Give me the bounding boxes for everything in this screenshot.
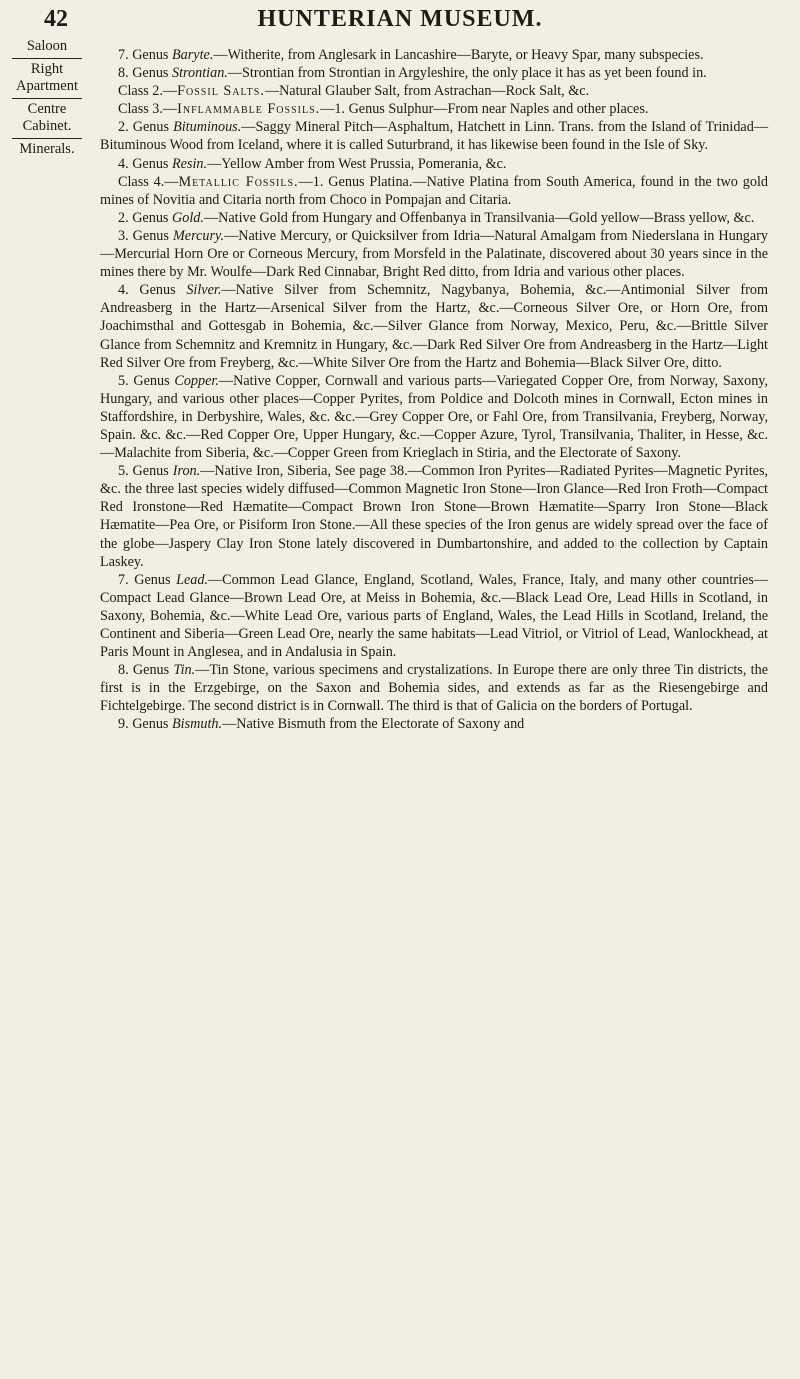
paragraph: 4. Genus Resin.—Yellow Amber from West Prussia, Pomerania, &c. (118, 155, 507, 172)
paragraph: 7. Genus Baryte.—Witherite, from Anglesark in Lancashire—Baryte, or Heavy Spar, many subspecies. (118, 47, 704, 63)
paragraph: 8. Genus Strontian.—Strontian from Strontian in Argyleshire, the only place it has as yet been found in. (118, 65, 707, 82)
margin-note-saloon: Saloon (26, 38, 68, 54)
page-number: 42 (44, 6, 68, 32)
paragraph: 5. Genus Copper.—Native Copper, Cornwall and various parts—Variegated Copper Ore, from Norway, Saxony, Hungary, and various other places—Copper Pyrites, from Poldice and Dolcoth mines in Cornwall, Ecton mines in Staffordshire, in Derbyshire, Wales, &c. &c.—Grey Copper Ore, or Fahl Ore, from Transilvania, Freyberg, Norway, Spain. &c. &c.—Red Copper Ore, Upper Hungary, &c.—Copper Azure, Tyrol, Transilvania, Thaliter, in Hesse, &c.—Malachite from Siberia, &c.—Copper Green from Krieglach in Stiria, and the Electorate of Saxony. (100, 372, 769, 462)
margin-rule (12, 138, 82, 139)
paragraph: 3. Genus Mercury.—Native Mercury, or Quicksilver from Idria—Natural Amalgam from Niederslana in Hungary—Mercurial Horn Ore or Corneous Mercury, from Morsfeld in the Palatinate, discovered about 30 years since in the mines there by Mr. Woulfe—Dark Red Cinnabar, Bright Red ditto, from Idria and various other places. (100, 227, 769, 281)
margin-note-right-apartment: Right Apartment (15, 61, 78, 94)
margin-rule (12, 58, 82, 59)
margin-note-centre-cabinet: Centre Cabinet. (22, 101, 72, 134)
paragraph: Class 2.—Fossil Salts.—Natural Glauber Salt, from Astrachan—Rock Salt, &c. (118, 83, 590, 100)
margin-rule (12, 98, 82, 99)
paragraph: 7. Genus Lead.—Common Lead Glance, England, Scotland, Wales, France, Italy, and many other countries—Compact Lead Glance—Brown Lead Ore, at Meiss in Bohemia, &c.—Black Lead Ore, Lead Hills in Scotland, in Saxony, Bohemia, &c.—White Lead Ore, various parts of England, Wales, the Lead Hills in Scotland, Ireland, the Continent and Siberia—Green Lead Ore, nearly the same habitats—Lead Vitriol, or Vitriol of Lead, Wanlockhead, at Paris Mount in Anglesea, and in Andalusia in Spain. (100, 571, 769, 661)
margin-note-minerals: Minerals. (19, 141, 75, 157)
running-title: HUNTERIAN MUSEUM. (257, 6, 543, 32)
paragraph: 2. Genus Gold.—Native Gold from Hungary and Offenbanya in Transilvania—Gold yellow—Brass yellow, &c. (118, 209, 755, 226)
margin-notes (2, 38, 92, 158)
paragraph: 8. Genus Tin.—Tin Stone, various specimens and crystalizations. In Europe there are only three Tin districts, the first is in the Erzgebirge, on the Saxon and Bohemia sides, and extends as far as the Riesengebirge and Fichtelgebirge. The second district is in Cornwall. The third is that of Galicia on the borders of Portugal. (100, 662, 768, 715)
paragraph: Class 4.—Metallic Fossils.—1. Genus Platina.—Native Platina from South America, found in the two gold mines of Novitia and Citaria north from Choco in Pompajan and Citaria. (100, 173, 768, 208)
paragraph: Class 3.—Inflammable Fossils.—1. Genus Sulphur—From near Naples and other places. (118, 101, 649, 118)
running-header (0, 4, 800, 40)
paragraph: 5. Genus Iron.—Native Iron, Siberia, See page 38.—Common Iron Pyrites—Radiated Pyrites—Magnetic Pyrites, &c. the three last species widely diffused—Common Magnetic Iron Stone—Iron Glance—Red Iron Froth—Compact Red Ironstone—Red Hæmatite—Compact Brown Iron Stone—Brown Hæmatite—Sparry Iron Stone—Black Hæmatite—Pea Ore, or Pisiform Iron Stone.—All these species of the Iron genus are widely spread over the face of the globe—Jaspery Clay Iron Stone lately discovered in Dumbartonshire, and added to the collection by Captain Laskey. (100, 463, 769, 570)
paragraph: 4. Genus Silver.—Native Silver from Schemnitz, Nagybanya, Bohemia, &c.—Antimonial Silver from Andreasberg in the Hartz—Arsenical Silver from the Hartz, &c.—Corneous Silver Ore, or Horn Ore, from Joachimsthal and Gottesgab in Bohemia, &c.—Silver Glance from Norway, Mexico, Peru, &c.—Brittle Silver Glance from Schemnitz and Kremnitz in Hungary, &c.—Dark Red Silver Ore from Andreasberg in the Hartz—Light Red Silver Ore from Freyberg, &c.—White Silver Ore from the Hartz and Bohemia—Black Silver Ore, ditto. (100, 282, 768, 371)
paragraph: 2. Genus Bituminous.—Saggy Mineral Pitch—Asphaltum, Hatchett in Linn. Trans. from the Island of Trinidad—Bituminous Wood from Iceland, where it is called Suturbrand, it has likewise been found in the Isle of Sky. (100, 119, 769, 154)
body-text (100, 46, 768, 734)
paragraph: 9. Genus Bismuth.—Native Bismuth from the Electorate of Saxony and (118, 716, 525, 733)
